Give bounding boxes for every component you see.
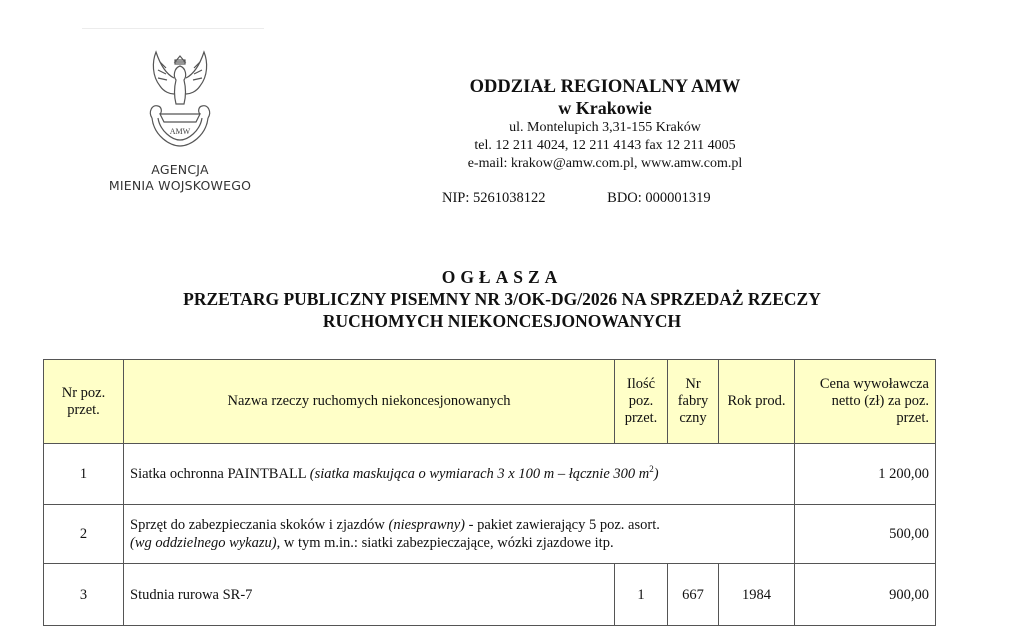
- cell-price: 900,00: [795, 564, 936, 626]
- logo-line-1: AGENCJA: [151, 162, 209, 177]
- cell-name: Sprzęt do zabezpieczania skoków i zjazdów (niesprawny) - pakiet zawierający 5 poz. asort. (wg oddzielnego wykazu), w tym m.in.: siatki zabezpieczające, wózki zjazdowe itp.: [124, 505, 795, 564]
- cell-nr: 2: [44, 505, 124, 564]
- col-header-qty: Ilość poz. przet.: [615, 360, 668, 444]
- svg-text:AMW: AMW: [169, 127, 191, 136]
- office-phones: tel. 12 211 4024, 12 211 4143 fax 12 211 4005: [474, 138, 736, 153]
- col-header-price: Cena wywoławcza netto (zł) za poz. przet.: [795, 360, 936, 444]
- eagle-emblem-icon: [140, 48, 220, 158]
- office-header: [420, 76, 790, 173]
- col-header-year: Rok prod.: [719, 360, 795, 444]
- office-address: ul. Montelupich 3,31-155 Kraków: [509, 120, 701, 135]
- amw-logo: [100, 48, 260, 194]
- logo-line-2: MIENIA WOJSKOWEGO: [108, 178, 252, 193]
- office-contact[interactable]: e-mail: krakow@amw.com.pl, www.amw.com.pl: [467, 156, 743, 171]
- col-header-factory-no: Nr fabry czny: [668, 360, 719, 444]
- col-header-name: Nazwa rzeczy ruchomych niekoncesjonowanych: [124, 360, 615, 444]
- cell-name: Siatka ochronna PAINTBALL (siatka maskująca o wymiarach 3 x 100 m – łącznie 300 $m^2$): [124, 444, 795, 505]
- auction-items-table: [43, 359, 936, 626]
- cell-factory-no: 667: [668, 564, 719, 626]
- office-city: w Krakowie: [558, 98, 652, 118]
- table-row: [44, 564, 936, 626]
- cell-year: 1984: [719, 564, 795, 626]
- table-header-row: [44, 360, 936, 444]
- table-row: [44, 444, 936, 505]
- cell-qty: 1: [615, 564, 668, 626]
- bdo-number: BDO: 000001319: [607, 190, 711, 206]
- cell-price: 500,00: [795, 505, 936, 564]
- nip-number: NIP: 5261038122: [442, 190, 546, 206]
- tax-ids: [442, 190, 711, 207]
- col-header-nr: Nr poz. przet.: [44, 360, 124, 444]
- title-line-2: PRZETARG PUBLICZNY PISEMNY NR 3/OK-DG/2026 NA SPRZEDAŻ RZECZY: [183, 289, 821, 309]
- cell-price: 1 200,00: [795, 444, 936, 505]
- office-name: ODDZIAŁ REGIONALNY AMW: [469, 77, 741, 97]
- title-line-1: OGŁASZA: [441, 267, 563, 287]
- title-line-3: RUCHOMYCH NIEKONCESJONOWANYCH: [322, 311, 682, 331]
- top-divider: [82, 28, 264, 29]
- table-row: [44, 505, 936, 564]
- cell-nr: 3: [44, 564, 124, 626]
- announcement-title: [0, 266, 1004, 332]
- cell-name: Studnia rurowa SR-7: [124, 564, 615, 626]
- cell-nr: 1: [44, 444, 124, 505]
